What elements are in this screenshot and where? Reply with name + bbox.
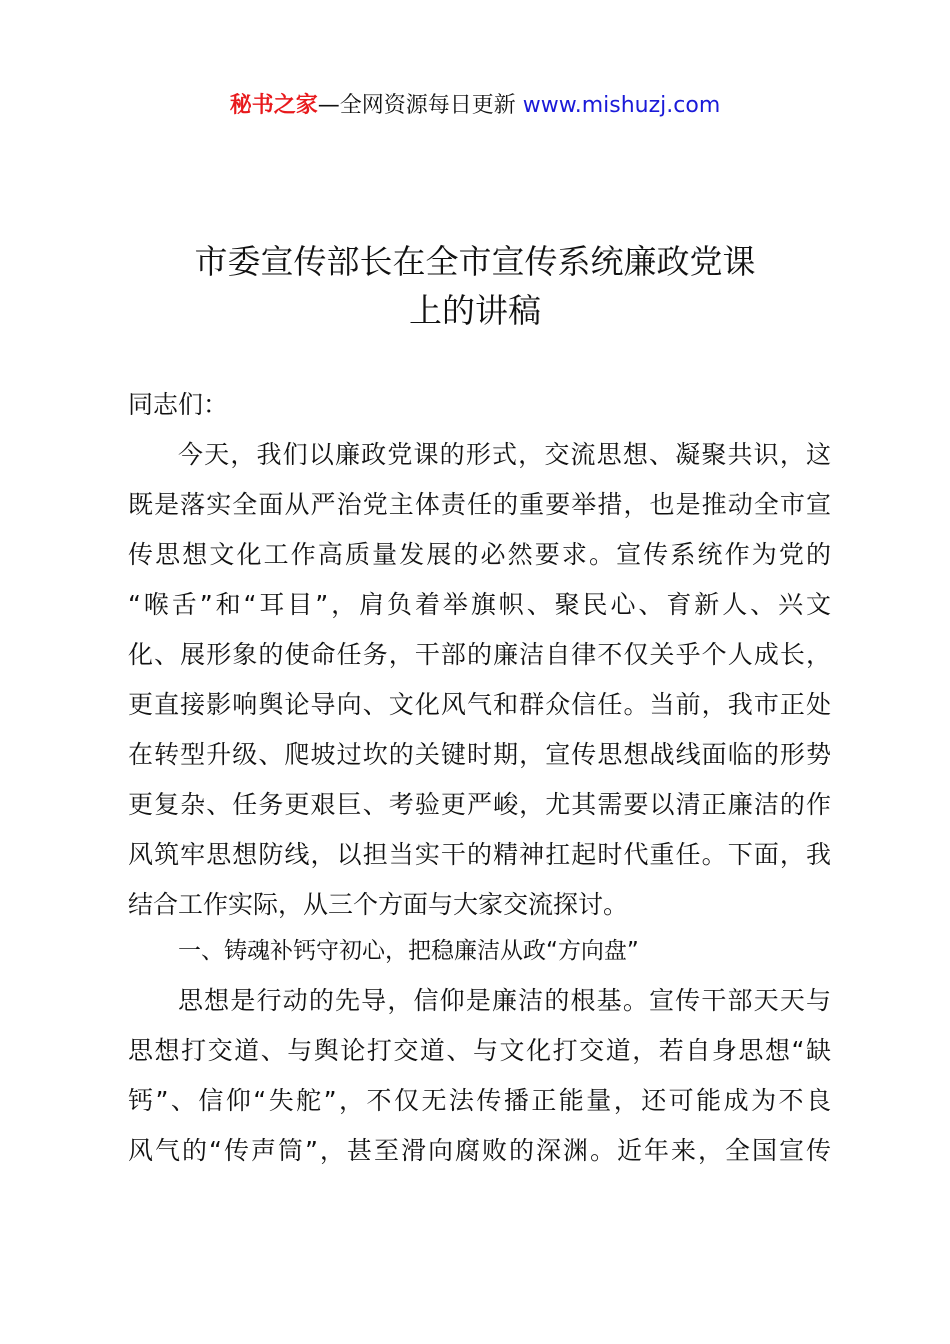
body-line: 既是落实全面从严治党主体责任的重要举措，也是推动全市宣	[128, 490, 831, 519]
section-heading: 一、铸魂补钙守初心，把稳廉洁从政“方向盘”	[178, 938, 639, 964]
body-line: 思想打交道、与舆论打交道、与文化打交道，若自身思想“缺	[128, 1036, 831, 1065]
body-line: 思想是行动的先导，信仰是廉洁的根基。宣传干部天天与	[178, 986, 831, 1015]
header-tagline: —全网资源每日更新	[317, 93, 516, 118]
site-header	[0, 88, 950, 119]
body-line: 结合工作实际，从三个方面与大家交流探讨。	[128, 890, 629, 919]
body-line: 更复杂、任务更艰巨、考验更严峻，尤其需要以清正廉洁的作	[128, 790, 831, 819]
body-line: 传思想文化工作高质量发展的必然要求。宣传系统作为党的	[128, 540, 831, 569]
body-line: 钙”、信仰“失舵”，不仅无法传播正能量，还可能成为不良	[128, 1086, 831, 1115]
brand-name: 秘书之家	[229, 93, 318, 118]
body-line: 风筑牢思想防线，以担当实干的精神扛起时代重任。下面，我	[128, 840, 831, 869]
body-line: 更直接影响舆论导向、文化风气和群众信任。当前，我市正处	[128, 690, 831, 719]
salutation: 同志们：	[128, 390, 229, 419]
body-line: 在转型升级、爬坡过坎的关键时期，宣传思想战线面临的形势	[128, 740, 831, 769]
site-url-link[interactable]: www.mishuzj.com	[522, 93, 721, 118]
body-line: 今天，我们以廉政党课的形式，交流思想、凝聚共识，这	[178, 440, 831, 469]
document-title-line-1: 市委宣传部长在全市宣传系统廉政党课	[194, 242, 756, 281]
document-title-line-2: 上的讲稿	[409, 291, 541, 330]
body-line: “喉舌”和“耳目”，肩负着举旗帜、聚民心、育新人、兴文	[128, 590, 831, 619]
body-line: 风气的“传声筒”，甚至滑向腐败的深渊。近年来，全国宣传	[128, 1136, 831, 1165]
body-line: 化、展形象的使命任务，干部的廉洁自律不仅关乎个人成长，	[128, 640, 831, 669]
